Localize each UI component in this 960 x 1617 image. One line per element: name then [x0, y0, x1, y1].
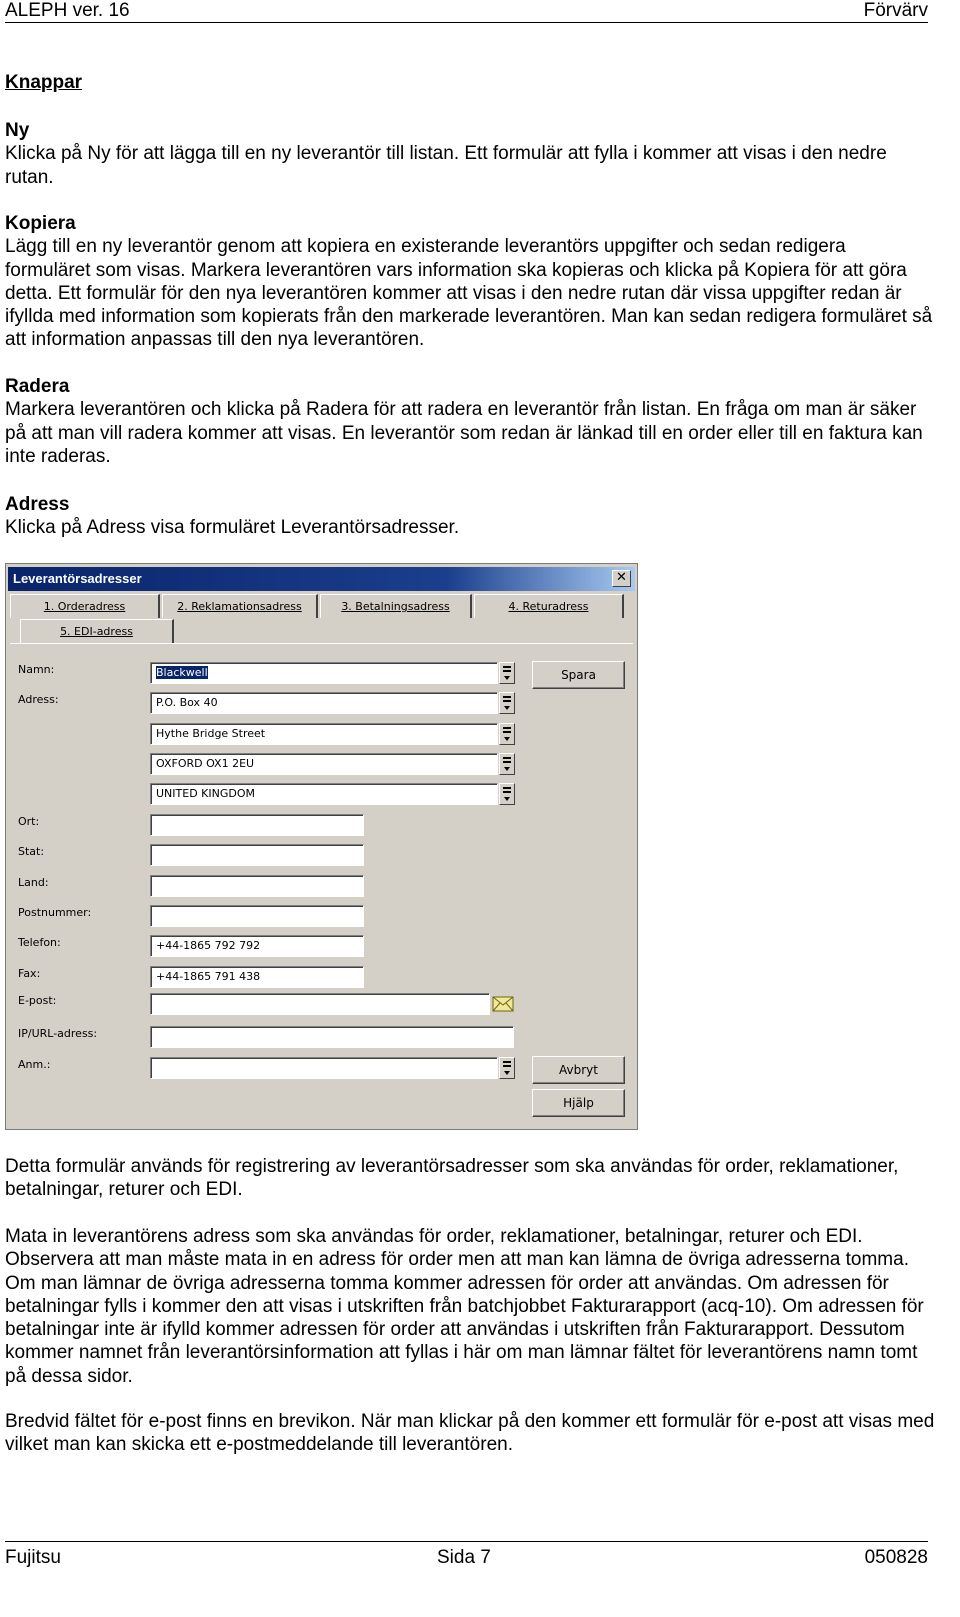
footer-page-number: Sida 7	[437, 1547, 491, 1568]
label-anm: Anm.:	[18, 1058, 51, 1071]
tab-label: 5. EDI-adress	[60, 625, 133, 638]
label-namn: Namn:	[18, 663, 55, 676]
ipurl-input[interactable]	[150, 1026, 514, 1048]
ny-title: Ny	[5, 120, 30, 141]
paragraph-2	[5, 1225, 935, 1388]
tab-label: 1. Orderadress	[43, 600, 126, 613]
adress-line4-dropdown[interactable]	[499, 783, 515, 805]
tab-label: 3. Betalningsadress	[341, 600, 450, 613]
hjalp-button[interactable]: Hjälp	[532, 1089, 625, 1117]
label-ipurl: IP/URL-adress:	[18, 1027, 98, 1040]
kopiera-body: Lägg till en ny leverantör genom att kopiera en existerande leverantörs uppgifter och sedan redigera formuläret som visas. Markera leverantören vars information ska kopieras och klicka på Kopiera för att göra detta. Ett formulär för den nya leverantören kommer att visas i den nedre rutan där vissa uppgifter redan är ifyllda med information som kopierats från den markerade leverantören. Man kan sedan redigera formuläret så att information anpassas till den nya leverantören.	[5, 236, 933, 351]
tab-returadress[interactable]	[474, 594, 624, 618]
adress-line3-input[interactable]	[150, 753, 498, 775]
ny-body: Klicka på Ny för att lägga till en ny leverantör till listan. Ett formulär att fylla i kommer att visas i den nedre rutan.	[5, 143, 887, 188]
paragraph-text: Mata in leverantörens adress som ska användas för order, reklamationer, betalningar, returer och EDI. Observera att man måste mata in en adress för order men att man kan lämna de övriga adresserna tomma. Om man lämnar de övriga adresserna tomma kommer adressen för order att användas. Om adressen för betalningar fylls i kommer den att visas i utskriften från batchjobbet Fakturarapport (acq-10). Om adressen för betalningar inte är ifylld kommer adressen för order att användas i utskriften från Fakturarapport. Dessutom kommer namnet från leverantörsinformation att fyllas i här om man lämnar fältet för leverantörens namn tomt på dessa sidor.	[5, 1226, 924, 1387]
label-land: Land:	[18, 876, 49, 889]
tab-label: 4. Returadress	[508, 600, 589, 613]
adress-line1-dropdown[interactable]	[499, 692, 515, 714]
adress-line1-input[interactable]	[150, 692, 498, 714]
label-fax: Fax:	[18, 967, 41, 980]
adress-title: Adress	[5, 494, 70, 515]
ort-input[interactable]	[150, 814, 364, 836]
page-header	[5, 0, 928, 23]
section-knappar	[5, 71, 935, 94]
label-telefon: Telefon:	[18, 936, 61, 949]
namn-dropdown[interactable]	[499, 662, 515, 684]
radera-body: Markera leverantören och klicka på Radera för att radera en leverantör från listan. En fråga om man är säker på att man vill radera kommer att visas. En leverantör som redan är länkad till en order eller till en faktura kan inte raderas.	[5, 399, 923, 467]
paragraph-1	[5, 1155, 935, 1202]
paragraph-text: Detta formulär används för registrering av leverantörsadresser som ska användas för order, reklamationer, betalningar, returer och EDI.	[5, 1156, 899, 1201]
block-adress	[5, 493, 935, 540]
adress-line4-input[interactable]	[150, 783, 498, 805]
land-input[interactable]	[150, 875, 364, 897]
label-ort: Ort:	[18, 815, 40, 828]
telefon-input[interactable]	[150, 935, 364, 957]
namn-value: Blackwell	[156, 666, 208, 679]
header-section: Förvärv	[863, 0, 928, 21]
adress-line2-input[interactable]	[150, 723, 498, 745]
radera-title: Radera	[5, 376, 70, 397]
fax-value: +44-1865 791 438	[156, 970, 261, 983]
adress-line3-value: OXFORD OX1 2EU	[156, 757, 255, 770]
paragraph-3	[5, 1410, 935, 1457]
tab-orderadress[interactable]	[10, 594, 160, 618]
tab-reklamationsadress[interactable]	[162, 594, 318, 618]
page-footer	[5, 1541, 928, 1572]
dialog-title: Leverantörsadresser	[13, 571, 142, 586]
close-button[interactable]	[612, 570, 631, 587]
anm-dropdown[interactable]	[499, 1057, 515, 1079]
tab-edi-adress[interactable]	[20, 619, 174, 643]
adress-line3-dropdown[interactable]	[499, 753, 515, 775]
block-radera	[5, 375, 935, 468]
label-stat: Stat:	[18, 845, 45, 858]
fax-input[interactable]	[150, 966, 364, 988]
adress-line4-value: UNITED KINGDOM	[156, 787, 255, 800]
block-ny	[5, 119, 935, 189]
avbryt-button[interactable]: Avbryt	[532, 1056, 625, 1084]
adress-line2-value: Hythe Bridge Street	[156, 727, 266, 740]
block-kopiera	[5, 212, 935, 352]
stat-input[interactable]	[150, 844, 364, 866]
kopiera-title: Kopiera	[5, 213, 76, 234]
anm-input[interactable]	[150, 1057, 498, 1079]
label-postnummer: Postnummer:	[18, 906, 92, 919]
spara-button[interactable]: Spara	[532, 661, 625, 689]
postnummer-input[interactable]	[150, 905, 364, 927]
namn-input[interactable]	[150, 662, 498, 684]
footer-date: 050828	[864, 1547, 928, 1568]
close-icon: ✕	[616, 570, 627, 585]
dialog-titlebar	[8, 567, 635, 591]
adress-body: Klicka på Adress visa formuläret Leverantörsadresser.	[5, 517, 460, 539]
leverantorsadresser-dialog	[5, 563, 638, 1130]
tab-betalningsadress[interactable]	[320, 594, 472, 618]
label-adress: Adress:	[18, 693, 59, 706]
footer-company: Fujitsu	[5, 1547, 61, 1568]
label-epost: E-post:	[18, 994, 57, 1007]
tab-label: 2. Reklamationsadress	[177, 600, 302, 613]
section-title: Knappar	[5, 72, 83, 93]
epost-input[interactable]	[150, 993, 490, 1015]
envelope-icon[interactable]	[491, 993, 515, 1015]
header-product: ALEPH ver. 16	[5, 0, 130, 21]
telefon-value: +44-1865 792 792	[156, 939, 261, 952]
paragraph-text: Bredvid fältet för e-post finns en brevikon. När man klickar på den kommer ett formulär för e-post att visas med vilket man kan skicka ett e-postmeddelande till leverantören.	[5, 1411, 935, 1456]
adress-line2-dropdown[interactable]	[499, 723, 515, 745]
tab-divider	[10, 643, 633, 644]
adress-line1-value: P.O. Box 40	[156, 696, 218, 709]
